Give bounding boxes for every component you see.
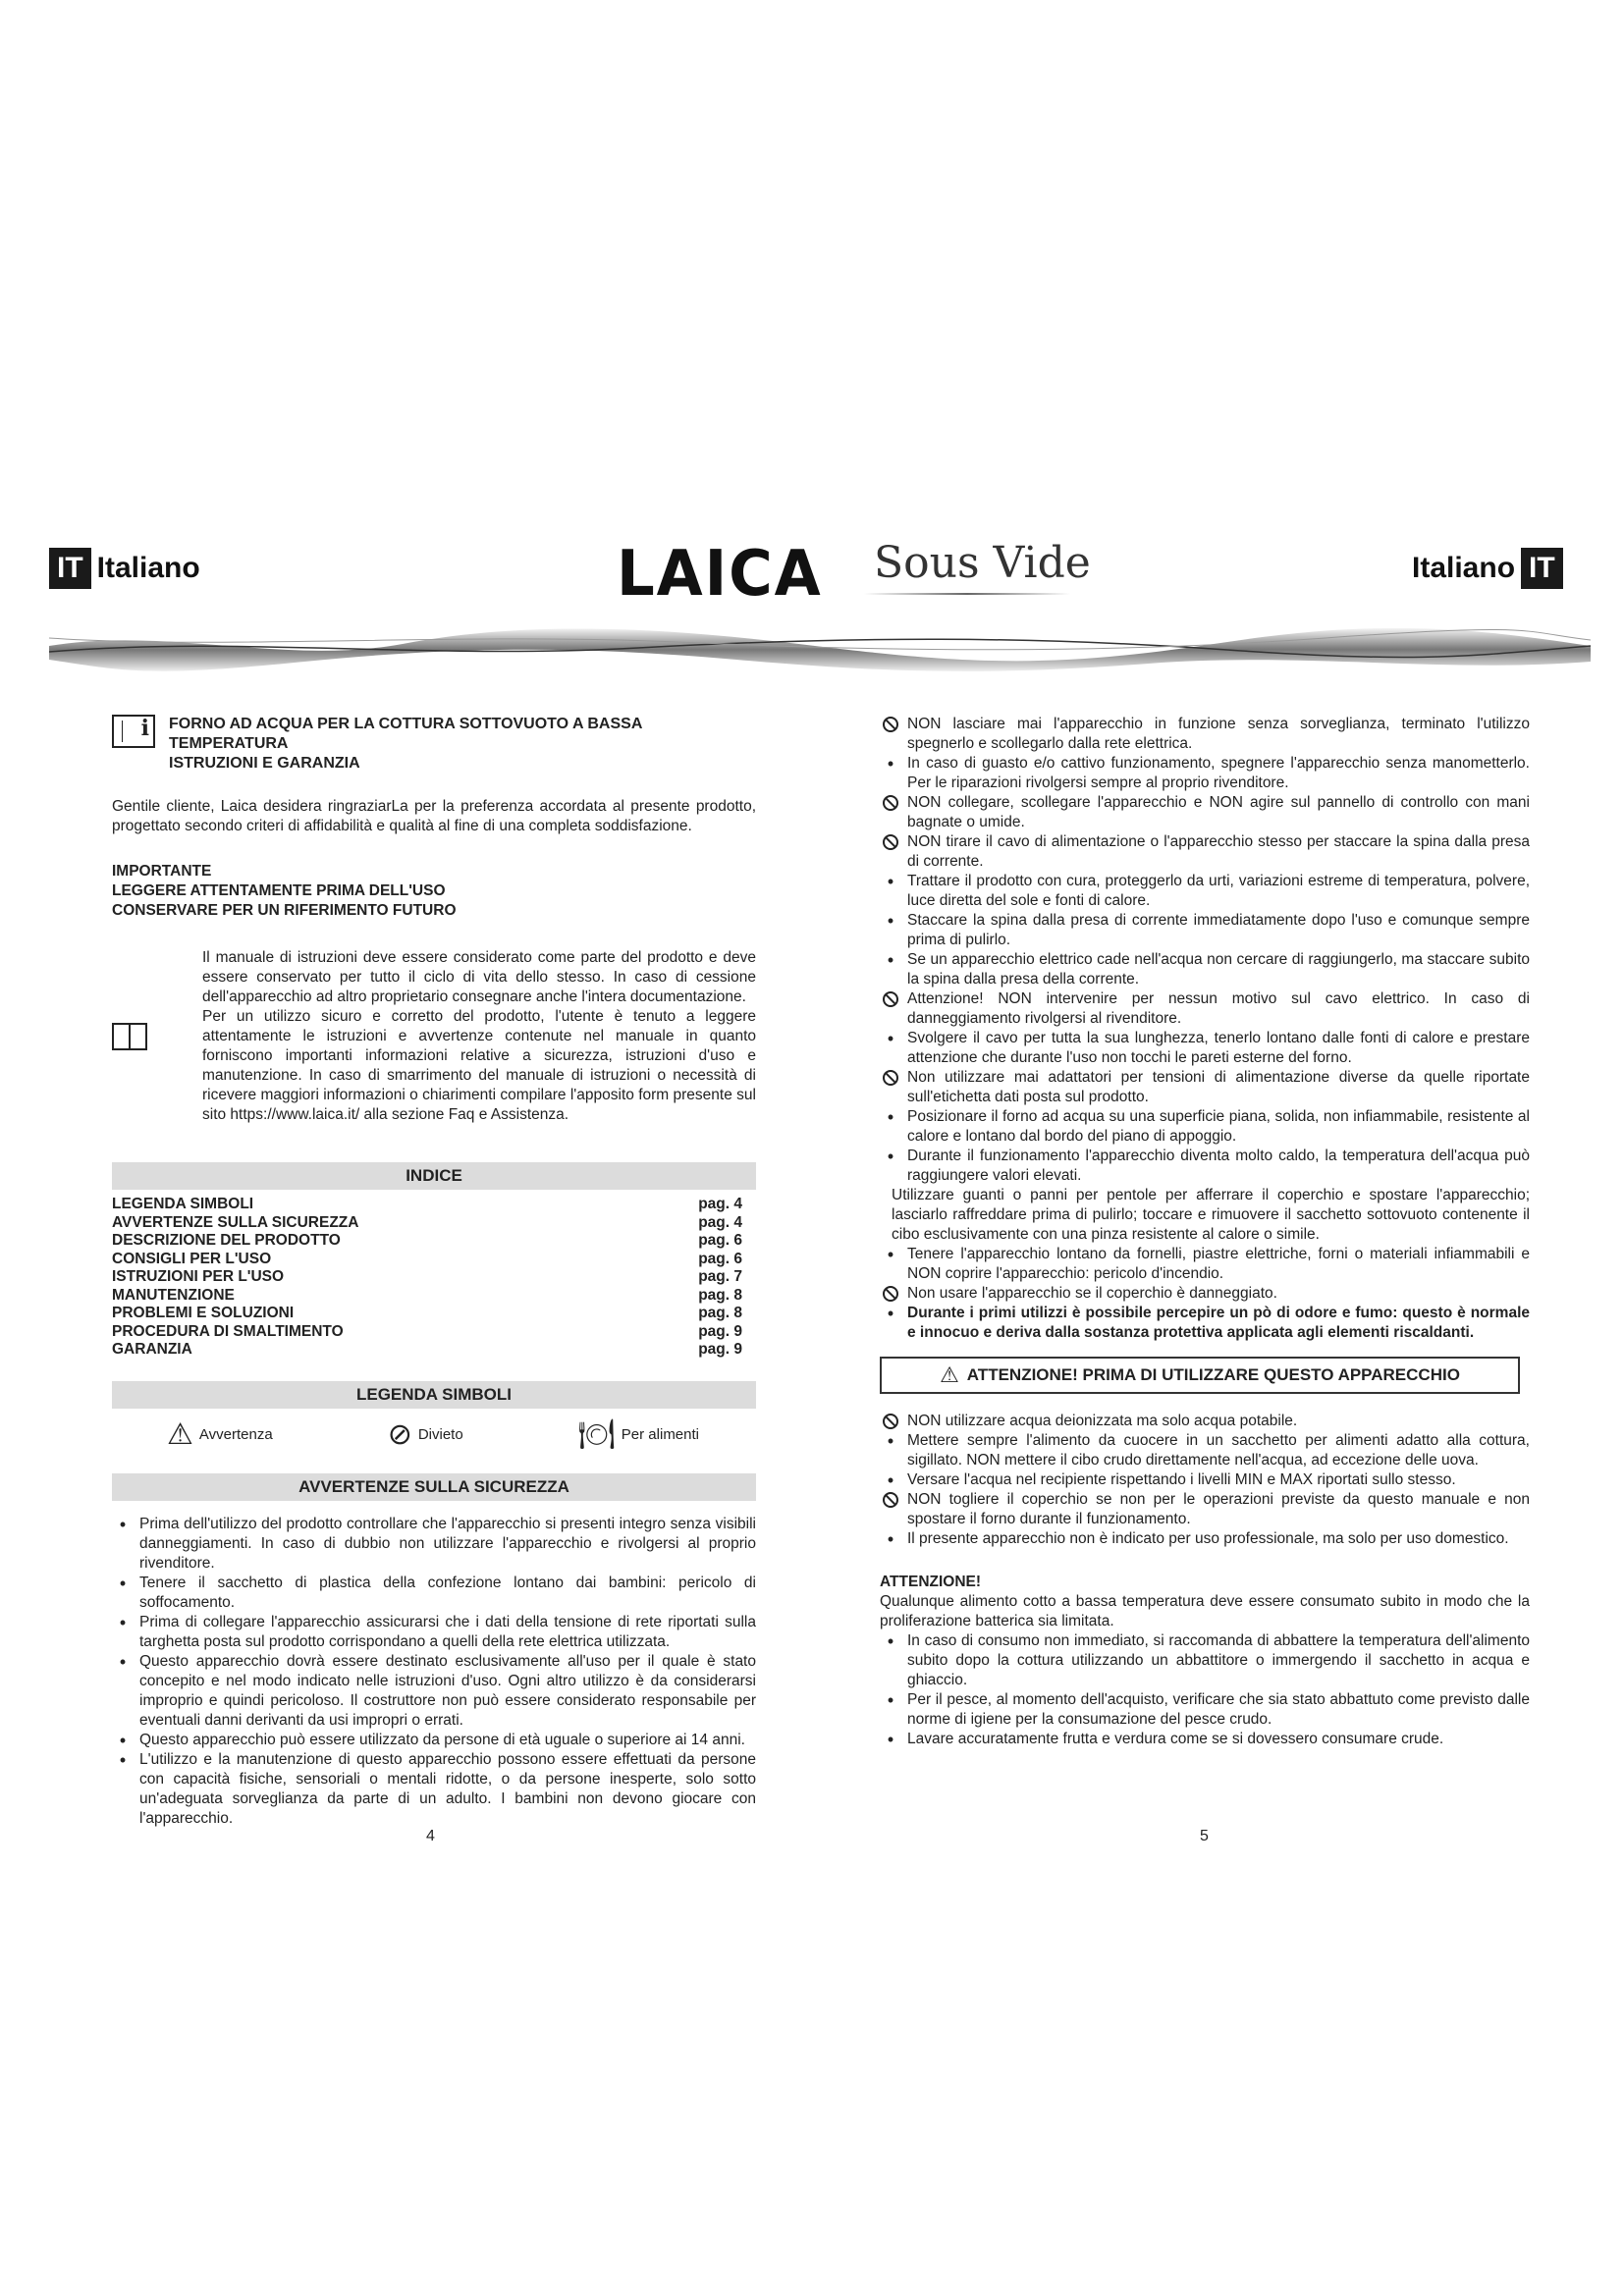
legend-item xyxy=(387,1417,463,1451)
greeting-paragraph: Gentile cliente, Laica desidera ringraziarLa per la preferenza accordata al presente prodotto, progettato secondo criteri di affidabilità e qualità al fine di una completa soddisfazione. xyxy=(112,798,756,834)
list-item xyxy=(880,1470,1530,1490)
important-line: LEGGERE ATTENTAMENTE PRIMA DELL'USO xyxy=(112,882,446,899)
prohibition-icon xyxy=(880,832,901,854)
page-number-right: 5 xyxy=(1200,1828,1209,1844)
bullet-icon xyxy=(880,1107,901,1129)
bullet-icon xyxy=(112,1574,134,1595)
legend-label: Divieto xyxy=(417,1425,463,1443)
bullet-icon xyxy=(880,1690,901,1712)
bullet-icon xyxy=(880,1730,901,1751)
toc-row xyxy=(112,1214,742,1233)
prohibition-icon xyxy=(880,1412,901,1433)
list-item-text: Trattare il prodotto con cura, proteggerlo da urti, variazioni estreme di temperatura, polvere, luce diretta del sole e fonti di calore. xyxy=(907,873,1530,909)
legend-label: Avvertenza xyxy=(198,1425,273,1443)
list-item xyxy=(880,1245,1530,1284)
prohibition-icon xyxy=(880,1284,901,1306)
laica-logo: LAICA xyxy=(617,538,823,611)
language-name: Italiano xyxy=(96,552,200,584)
toc-label: LEGENDA SIMBOLI xyxy=(112,1196,254,1212)
list-item-text: NON tirare il cavo di alimentazione o l'apparecchio stesso per staccare la spina dalla presa di corrente. xyxy=(907,833,1530,870)
list-item xyxy=(880,911,1530,950)
legend-item xyxy=(167,1417,273,1451)
list-item-text: Se un apparecchio elettrico cade nell'acqua non cercare di raggiungerlo, ma staccare subito la spina dalla presa della corrente. xyxy=(907,951,1530,988)
bullet-icon xyxy=(112,1750,134,1772)
list-item-text: Durante il funzionamento l'apparecchio diventa molto caldo, la temperatura dell'acqua può raggiungere valori elevati. xyxy=(907,1148,1530,1184)
bullet-icon xyxy=(880,1147,901,1168)
right-page-column xyxy=(880,715,1530,1749)
bullet-icon xyxy=(880,1529,901,1551)
bullet-icon xyxy=(880,1470,901,1492)
list-item-text: Mettere sempre l'alimento da cuocere in un sacchetto per alimenti adatto alla cottura, sigillato. NON mettere il cibo crudo direttamente nell'acqua, ad eccezione delle uova. xyxy=(907,1432,1530,1468)
safety-heading: AVVERTENZE SULLA SICUREZZA xyxy=(112,1473,756,1501)
toc-row xyxy=(112,1341,742,1360)
list-item xyxy=(112,1750,756,1829)
list-item-text: NON collegare, scollegare l'apparecchio e NON agire sul pannello di controllo con mani bagnate o umide. xyxy=(907,794,1530,830)
list-item xyxy=(880,872,1530,911)
attention-box xyxy=(880,1357,1520,1394)
table-of-contents xyxy=(112,1196,756,1360)
toc-row xyxy=(112,1323,742,1342)
attention-paragraph: Qualunque alimento cotto a bassa temperatura deve essere consumato subito in modo che la proliferazione batterica sia limitata. xyxy=(880,1593,1530,1629)
list-item-text: Versare l'acqua nel recipiente rispettando i livelli MIN e MAX riportati sullo stesso. xyxy=(907,1471,1456,1488)
list-item-text: Svolgere il cavo per tutta la sua lunghezza, tenerlo lontano dalle fonti di calore e prestare attenzione che durante l'uso non tocchi le pareti esterne del forno. xyxy=(907,1030,1530,1066)
list-item-text: Prima di collegare l'apparecchio assicurarsi che i dati della tensione di rete riportati sulla targhetta posta sul prodotto corrispondano a quelli della rete elettrica utilizzata. xyxy=(139,1613,756,1650)
list-item-text: Tenere il sacchetto di plastica della confezione lontano dai bambini: pericolo di soffocamento. xyxy=(139,1574,756,1611)
list-item xyxy=(880,1690,1530,1730)
symbol-legend xyxy=(112,1417,756,1451)
list-item xyxy=(880,1412,1530,1431)
toc-page: pag. 4 xyxy=(698,1213,742,1231)
title-line: FORNO AD ACQUA PER LA COTTURA SOTTOVUOTO A BASSA TEMPERATURA xyxy=(169,716,642,752)
index-heading: INDICE xyxy=(112,1162,756,1190)
toc-label: ISTRUZIONI PER L'USO xyxy=(112,1268,285,1285)
attention-list xyxy=(880,1631,1530,1749)
prohibition-icon xyxy=(880,1068,901,1090)
left-page-column xyxy=(112,715,756,1829)
list-item-text: NON utilizzare acqua deionizzata ma solo acqua potabile. xyxy=(907,1413,1298,1429)
prohibition-icon xyxy=(880,989,901,1011)
safety-list-continued xyxy=(880,715,1530,1343)
bullet-icon xyxy=(880,1245,901,1266)
language-badge-left xyxy=(49,548,206,589)
toc-row xyxy=(112,1232,742,1251)
list-item-text: Staccare la spina dalla presa di corrente immediatamente dopo l'uso e comunque sempre prima di pulirlo. xyxy=(907,912,1530,948)
manual-info-block xyxy=(112,948,756,1125)
manual-paragraph: Per un utilizzo sicuro e corretto del prodotto, l'utente è tenuto a leggere attentamente le istruzioni e avvertenze contenute nel manuale in quanto forniscono importanti informazioni relative a sicurezza, istruzioni d'uso e manutenzione. In caso di smarrimento del manuale di istruzioni o necessità di ricevere maggiori informazioni o chiarimenti compilare l'apposito form presente sul sito https://www.laica.it/ alla sezione Faq e Assistenza. xyxy=(202,1008,756,1123)
list-item xyxy=(880,989,1530,1029)
sous-vide-logo: Sous Vide xyxy=(874,538,1091,588)
language-name: Italiano xyxy=(1412,552,1516,584)
language-code: IT xyxy=(1521,548,1563,589)
legend-heading: LEGENDA SIMBOLI xyxy=(112,1381,756,1409)
list-item xyxy=(880,1490,1530,1529)
list-item-text: Prima dell'utilizzo del prodotto controllare che l'apparecchio si presenti integro senza visibili danneggiamenti. In caso di dubbio non utilizzare l'apparecchio e rivolgersi al proprio rivenditore. xyxy=(139,1515,756,1572)
list-item-text: Durante i primi utilizzi è possibile percepire un pò di odore e fumo: questo è normale e innocuo e deriva dalla sostanza protettiva applicata agli elementi riscaldanti. xyxy=(907,1305,1530,1341)
list-item xyxy=(880,793,1530,832)
toc-row xyxy=(112,1268,742,1287)
manual-paragraph: Il manuale di istruzioni deve essere considerato come parte del prodotto e deve essere conservato per tutto il ciclo di vita dello stesso. In caso di cessione dell'apparecchio ad altro proprietario consegnare anche l'intera documentazione. xyxy=(202,949,756,1005)
toc-row xyxy=(112,1251,742,1269)
list-item xyxy=(112,1574,756,1613)
list-item-text: Questo apparecchio può essere utilizzato da persone di età uguale o superiore ai 14 anni. xyxy=(139,1731,745,1748)
prohibition-icon xyxy=(880,1490,901,1512)
legend-label: Per alimenti xyxy=(621,1425,699,1443)
toc-label: PROCEDURA DI SMALTIMENTO xyxy=(112,1322,344,1340)
important-line: CONSERVARE PER UN RIFERIMENTO FUTURO xyxy=(112,902,457,919)
list-item-text: Non utilizzare mai adattatori per tensioni di alimentazione diverse da quelle riportate sull'etichetta dati posta sul prodotto. xyxy=(907,1069,1530,1105)
toc-row xyxy=(112,1287,742,1306)
bullet-icon xyxy=(880,1631,901,1653)
list-item-text: Utilizzare guanti o panni per pentole per afferrare il coperchio e spostare l'apparecchio; lasciarlo raffreddare prima di pulirlo; toccare e rimuovere il sacchetto sottovuoto contenente il cibo esclusivamente con una pinza resistente al calore o simile. xyxy=(892,1187,1530,1243)
bullet-icon xyxy=(112,1515,134,1536)
list-item-text: In caso di guasto e/o cattivo funzionamento, spegnere l'apparecchio senza manometterlo. Per le riparazioni rivolgersi sempre al proprio rivenditore. xyxy=(907,755,1530,791)
toc-page: pag. 4 xyxy=(698,1196,742,1212)
food-icon: 🍽 xyxy=(577,1417,616,1451)
legend-item xyxy=(577,1417,699,1451)
toc-row xyxy=(112,1196,742,1214)
list-item-text: NON lasciare mai l'apparecchio in funzione senza sorveglianza, terminato l'utilizzo spegnerlo e scollegarlo dalla rete elettrica. xyxy=(907,716,1530,752)
list-item xyxy=(880,1304,1530,1343)
bullet-icon xyxy=(880,911,901,933)
list-item xyxy=(880,1068,1530,1107)
bullet-icon xyxy=(880,1304,901,1325)
document-title xyxy=(112,715,756,774)
pre-use-list xyxy=(880,1412,1530,1549)
information-icon xyxy=(112,715,155,748)
toc-label: MANUTENZIONE xyxy=(112,1286,235,1304)
toc-page: pag. 7 xyxy=(698,1268,742,1285)
important-line: IMPORTANTE xyxy=(112,863,212,880)
list-item xyxy=(880,1186,1530,1245)
list-item-text: In caso di consumo non immediato, si raccomanda di abbattere la temperatura dell'alimento subito dopo la cottura utilizzando un abbattitore o immergendo il sacchetto in acqua e ghiaccio. xyxy=(907,1632,1530,1688)
list-item-text: Per il pesce, al momento dell'acquisto, verificare che sia stato abbattuto come previsto dalle norme di igiene per la consumazione del pesce crudo. xyxy=(907,1691,1530,1728)
list-item-text: NON togliere il coperchio se non per le operazioni previste da questo manuale e non spostare il forno durante il funzionamento. xyxy=(907,1491,1530,1527)
bullet-icon xyxy=(112,1731,134,1752)
list-item xyxy=(880,1431,1530,1470)
list-item xyxy=(880,1029,1530,1068)
bullet-icon xyxy=(880,872,901,893)
list-item-text: Lavare accuratamente frutta e verdura come se si dovessero consumare crude. xyxy=(907,1731,1444,1747)
bullet-icon xyxy=(880,1029,901,1050)
attention-box-title: ATTENZIONE! PRIMA DI UTILIZZARE QUESTO APPARECCHIO xyxy=(966,1365,1460,1384)
bullet-icon xyxy=(880,950,901,972)
book-icon xyxy=(112,1023,147,1050)
list-item xyxy=(880,1631,1530,1690)
list-item-text: Il presente apparecchio non è indicato per uso professionale, ma solo per uso domestico. xyxy=(907,1530,1509,1547)
list-item xyxy=(112,1731,756,1750)
list-item xyxy=(880,754,1530,793)
warning-triangle-icon: ⚠ xyxy=(940,1362,959,1387)
important-notice xyxy=(112,862,756,921)
list-item xyxy=(880,950,1530,989)
attention-heading: ATTENZIONE! xyxy=(880,1574,982,1590)
prohibition-icon xyxy=(880,793,901,815)
bullet-icon xyxy=(112,1652,134,1674)
water-wave-banner xyxy=(49,616,1591,675)
list-item-text: Questo apparecchio dovrà essere destinato esclusivamente all'uso per il quale è stato concepito e nel modo indicato nelle istruzioni d'uso. Ogni altro utilizzo è da considerarsi improprio e quindi pericoloso. Il costruttore non può essere considerato responsabile per eventuali danni derivanti da usi impropri o errati. xyxy=(139,1652,756,1729)
toc-label: PROBLEMI E SOLUZIONI xyxy=(112,1305,295,1321)
toc-label: CONSIGLI PER L'USO xyxy=(112,1250,272,1267)
prohibition-icon xyxy=(880,715,901,736)
list-item xyxy=(880,1147,1530,1186)
toc-page: pag. 6 xyxy=(698,1232,742,1249)
list-item xyxy=(880,715,1530,754)
list-item-text: Non usare l'apparecchio se il coperchio è danneggiato. xyxy=(907,1285,1277,1302)
list-item-text: Attenzione! NON intervenire per nessun motivo sul cavo elettrico. In caso di danneggiamento rivolgersi al rivenditore. xyxy=(907,990,1530,1027)
toc-label: AVVERTENZE SULLA SICUREZZA xyxy=(112,1213,359,1231)
list-item xyxy=(880,1529,1530,1549)
list-item xyxy=(880,1730,1530,1749)
warning-triangle-icon: ⚠ xyxy=(167,1417,193,1451)
toc-page: pag. 9 xyxy=(698,1341,742,1358)
toc-row xyxy=(112,1305,742,1323)
toc-page: pag. 8 xyxy=(698,1286,742,1304)
toc-page: pag. 6 xyxy=(698,1250,742,1267)
bullet-icon xyxy=(880,754,901,775)
list-item-text: Posizionare il forno ad acqua su una superficie piana, solida, non infiammabile, resistente al calore e lontano dal bordo del piano di appoggio. xyxy=(907,1108,1530,1145)
page-number-left: 4 xyxy=(426,1828,435,1844)
list-item xyxy=(112,1515,756,1574)
list-item xyxy=(880,1284,1530,1304)
subtitle-line: ISTRUZIONI E GARANZIA xyxy=(169,755,360,772)
list-item-text: L'utilizzo e la manutenzione di questo apparecchio possono essere effettuati da persone con capacità fisiche, sensoriali o mentali ridotte, o da persone inesperte, solo sotto un'adeguata sorveglianza da parte di un adulto. I bambini non devono giocare con l'apparecchio. xyxy=(139,1750,756,1827)
toc-page: pag. 9 xyxy=(698,1322,742,1340)
toc-page: pag. 8 xyxy=(698,1305,742,1321)
safety-list xyxy=(112,1515,756,1829)
subbrand-underline xyxy=(864,593,1070,595)
toc-label: GARANZIA xyxy=(112,1341,192,1358)
list-item xyxy=(112,1613,756,1652)
list-item xyxy=(880,832,1530,872)
list-item xyxy=(112,1652,756,1731)
prohibition-icon: ⊘ xyxy=(387,1417,412,1451)
toc-label: DESCRIZIONE DEL PRODOTTO xyxy=(112,1232,341,1249)
bullet-icon xyxy=(880,1431,901,1453)
list-item-text: Tenere l'apparecchio lontano da fornelli, piastre elettriche, forni o materiali infiammabili e NON coprire l'apparecchio: pericolo d'incendio. xyxy=(907,1246,1530,1282)
bullet-icon xyxy=(112,1613,134,1634)
language-code: IT xyxy=(49,548,91,589)
language-badge-right xyxy=(1406,548,1563,589)
list-item xyxy=(880,1107,1530,1147)
